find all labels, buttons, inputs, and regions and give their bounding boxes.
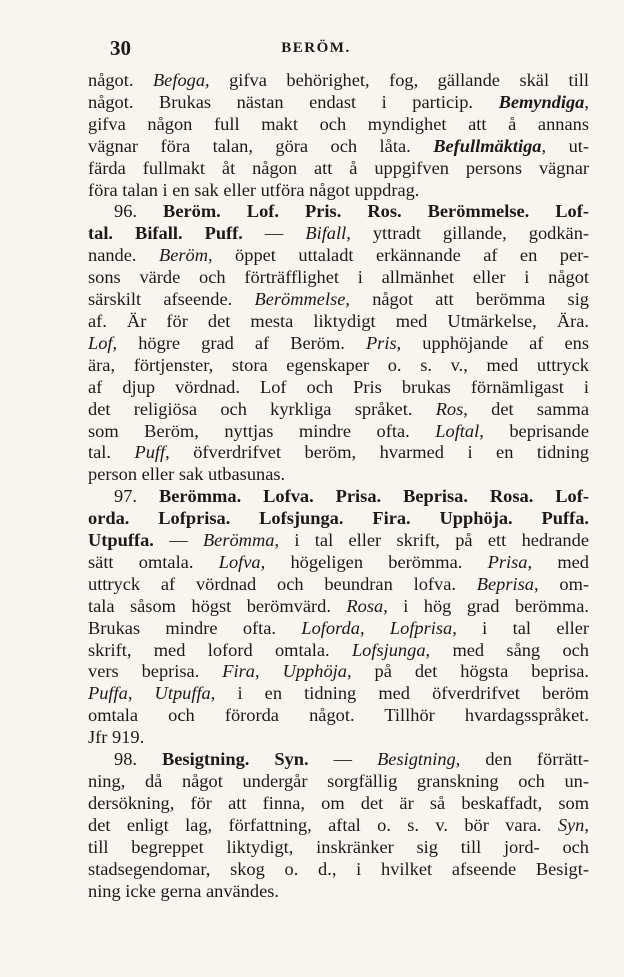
emphasized-term: Utpuffa bbox=[154, 683, 211, 704]
text-run: gifva någon full makt och myndighet att å annans bbox=[88, 113, 589, 134]
text-run: uttryck af vördnad och beundran lofva. bbox=[88, 573, 477, 594]
text-line bbox=[88, 311, 589, 333]
emphasized-term: Loftal bbox=[435, 420, 480, 441]
text-line bbox=[88, 574, 589, 596]
text-run: , bbox=[255, 661, 283, 682]
text-line bbox=[88, 267, 589, 289]
text-run: , om- bbox=[533, 573, 589, 594]
text-run: , i hög grad berömma. bbox=[383, 595, 589, 616]
emphasized-term: Beröm bbox=[158, 245, 208, 266]
text-line bbox=[88, 640, 589, 662]
text-line bbox=[88, 727, 589, 749]
text-run: , yttradt gillande, godkän- bbox=[346, 223, 590, 244]
text-run: , upphöjande af ens bbox=[396, 332, 589, 353]
text-run: , det samma bbox=[463, 398, 589, 419]
text-line bbox=[88, 377, 589, 399]
text-run: 96. bbox=[114, 201, 164, 222]
text-run: tala såsom högst berömvärd. bbox=[88, 595, 347, 616]
text-line bbox=[88, 114, 589, 136]
text-run: sons värde och förträfflighet i allmänhet eller i något bbox=[88, 267, 589, 288]
text-line bbox=[88, 421, 589, 443]
emphasized-term: Bifall bbox=[305, 223, 347, 244]
text-line bbox=[88, 552, 589, 574]
text-line bbox=[88, 355, 589, 377]
emphasized-term: Besigtning. Syn. bbox=[162, 749, 309, 770]
text-run: ning, då något undergår sorgfällig granskning och un- bbox=[88, 771, 589, 791]
text-line bbox=[88, 508, 589, 530]
text-line bbox=[88, 815, 589, 837]
text-run: Jfr 919. bbox=[88, 727, 145, 748]
emphasized-term: Lofsjunga bbox=[351, 639, 426, 660]
text-run: , bbox=[359, 617, 390, 638]
emphasized-term: Berömma bbox=[202, 530, 275, 551]
text-line bbox=[88, 793, 589, 815]
text-run: , bbox=[584, 91, 589, 112]
text-line bbox=[88, 245, 589, 267]
text-run: — bbox=[153, 530, 203, 551]
text-run: föra talan i en sak eller utföra något uppdrag. bbox=[88, 179, 420, 200]
emphasized-term: Pris bbox=[365, 332, 397, 353]
emphasized-term: Beröm. Lof. Pris. Ros. Berömmelse. Lof- bbox=[163, 201, 589, 222]
text-line bbox=[88, 530, 589, 552]
text-run: , bbox=[584, 814, 589, 835]
emphasized-term: Puffa bbox=[88, 683, 128, 704]
text-run: , den förrätt- bbox=[455, 749, 589, 770]
emphasized-term: Berömma. Lofva. Prisa. Beprisa. Rosa. Lof- bbox=[158, 486, 589, 507]
body-text bbox=[88, 70, 589, 902]
text-line bbox=[88, 464, 589, 486]
emphasized-term: Loforda bbox=[301, 617, 360, 638]
text-run: , bbox=[127, 683, 155, 704]
text-run: det enligt lag, författning, aftal o. s. v. bör vara. bbox=[88, 814, 558, 835]
text-line bbox=[88, 837, 589, 859]
text-line bbox=[88, 881, 589, 903]
emphasized-term: Befoga bbox=[152, 70, 206, 90]
text-run: , i en tidning med öfverdrifvet beröm bbox=[210, 683, 589, 704]
text-line bbox=[88, 223, 589, 245]
emphasized-term: Upphöja bbox=[282, 661, 347, 682]
text-run: person eller sak utbasunas. bbox=[88, 464, 286, 485]
emphasized-term: Befullmäktiga bbox=[433, 135, 542, 156]
text-line bbox=[88, 136, 589, 158]
text-run: , i tal eller skrift, på ett hedrande bbox=[274, 530, 589, 551]
emphasized-term: Utpuffa. bbox=[88, 530, 154, 551]
text-run: stadsegendomar, skog o. d., i hvilket afseende Besigt- bbox=[88, 858, 589, 879]
text-run: , högre grad af Beröm. bbox=[112, 332, 366, 353]
text-run: , öppet uttaladt erkännande af en per- bbox=[208, 245, 589, 266]
text-run: något. Brukas nästan endast i particip. bbox=[88, 91, 499, 112]
text-line bbox=[88, 70, 589, 92]
text-run: vägnar föra talan, göra och låta. bbox=[88, 135, 434, 156]
text-run: till begreppet liktydigt, inskränker sig till jord- och bbox=[88, 836, 589, 857]
emphasized-term: tal. Bifall. Puff. bbox=[88, 223, 243, 244]
text-line bbox=[88, 333, 589, 355]
text-run: något. bbox=[88, 70, 153, 90]
emphasized-term: Fira bbox=[222, 661, 255, 682]
text-line bbox=[88, 486, 589, 508]
text-line bbox=[88, 399, 589, 421]
page-number: 30 bbox=[110, 36, 131, 60]
emphasized-term: Prisa bbox=[487, 551, 528, 572]
text-line bbox=[88, 596, 589, 618]
text-line bbox=[88, 683, 589, 705]
running-head bbox=[88, 36, 544, 64]
text-run: , gifva behörighet, fog, gällande skäl till bbox=[205, 70, 589, 90]
running-head-title: BERÖM. bbox=[281, 40, 351, 56]
text-line bbox=[88, 661, 589, 683]
text-run: omtala och förorda något. Tillhör hvardagsspråket. bbox=[88, 705, 589, 726]
emphasized-term: orda. Lofprisa. Lofsjunga. Fira. Upphöja. Puffa. bbox=[88, 508, 589, 529]
text-run: Brukas mindre ofta. bbox=[88, 617, 302, 638]
text-run: nande. bbox=[88, 245, 159, 266]
emphasized-term: Lof bbox=[88, 332, 113, 353]
emphasized-term: Besigtning bbox=[377, 749, 456, 770]
text-line bbox=[88, 618, 589, 640]
text-line bbox=[88, 289, 589, 311]
text-run: , på det högsta beprisa. bbox=[346, 661, 589, 682]
text-run: , ut- bbox=[541, 135, 589, 156]
text-run: skrift, med loford omtala. bbox=[88, 639, 352, 660]
emphasized-term: Beprisa bbox=[476, 573, 534, 594]
text-run: af. Är för det mesta liktydigt med Utmärkelse, Ära. bbox=[88, 310, 589, 331]
text-run: , något att berömma sig bbox=[345, 289, 589, 310]
emphasized-term: Puff bbox=[134, 442, 166, 463]
text-run: , öfverdrifvet beröm, hvarmed i en tidning bbox=[165, 442, 590, 463]
emphasized-term: Bemyndiga bbox=[498, 91, 585, 112]
text-run: af djup vördnad. Lof och Pris brukas förnämligast i bbox=[88, 376, 589, 397]
text-run: tal. bbox=[88, 442, 135, 463]
text-line bbox=[88, 158, 589, 180]
text-line bbox=[88, 705, 589, 727]
text-line bbox=[88, 180, 589, 202]
text-run: sätt omtala. bbox=[88, 551, 219, 572]
emphasized-term: Rosa bbox=[346, 595, 384, 616]
text-run: 97. bbox=[114, 486, 159, 507]
text-run: , med bbox=[527, 551, 589, 572]
text-run: , i tal eller bbox=[452, 617, 589, 638]
text-run: dersökning, för att finna, om det är så beskaffadt, som bbox=[88, 792, 589, 813]
text-run: 98. bbox=[114, 749, 162, 770]
text-run: vers beprisa. bbox=[88, 661, 223, 682]
text-line bbox=[88, 771, 589, 793]
text-run: — bbox=[242, 223, 306, 244]
emphasized-term: Ros bbox=[435, 398, 464, 419]
text-line bbox=[88, 749, 589, 771]
text-run: , med sång och bbox=[425, 639, 589, 660]
text-run: — bbox=[308, 749, 378, 770]
emphasized-term: Berömmelse bbox=[254, 289, 346, 310]
text-run: ning icke gerna användes. bbox=[88, 880, 279, 901]
text-run: , högeligen berömma. bbox=[260, 551, 488, 572]
text-run: särskilt afseende. bbox=[88, 289, 255, 310]
text-run: ära, förtjenster, stora egenskaper o. s. v., med uttryck bbox=[88, 354, 589, 375]
emphasized-term: Lofprisa bbox=[389, 617, 453, 638]
text-line bbox=[88, 442, 589, 464]
text-run: det religiösa och kyrkliga språket. bbox=[88, 398, 436, 419]
emphasized-term: Lofva bbox=[218, 551, 261, 572]
text-run: , beprisande bbox=[479, 420, 590, 441]
text-run: som Beröm, nyttjas mindre ofta. bbox=[88, 420, 436, 441]
text-line bbox=[88, 92, 589, 114]
text-run: färda fullmakt åt någon att å uppgifven persons vägnar bbox=[88, 157, 589, 178]
text-line bbox=[88, 201, 589, 223]
text-line bbox=[88, 859, 589, 881]
emphasized-term: Syn bbox=[557, 814, 585, 835]
